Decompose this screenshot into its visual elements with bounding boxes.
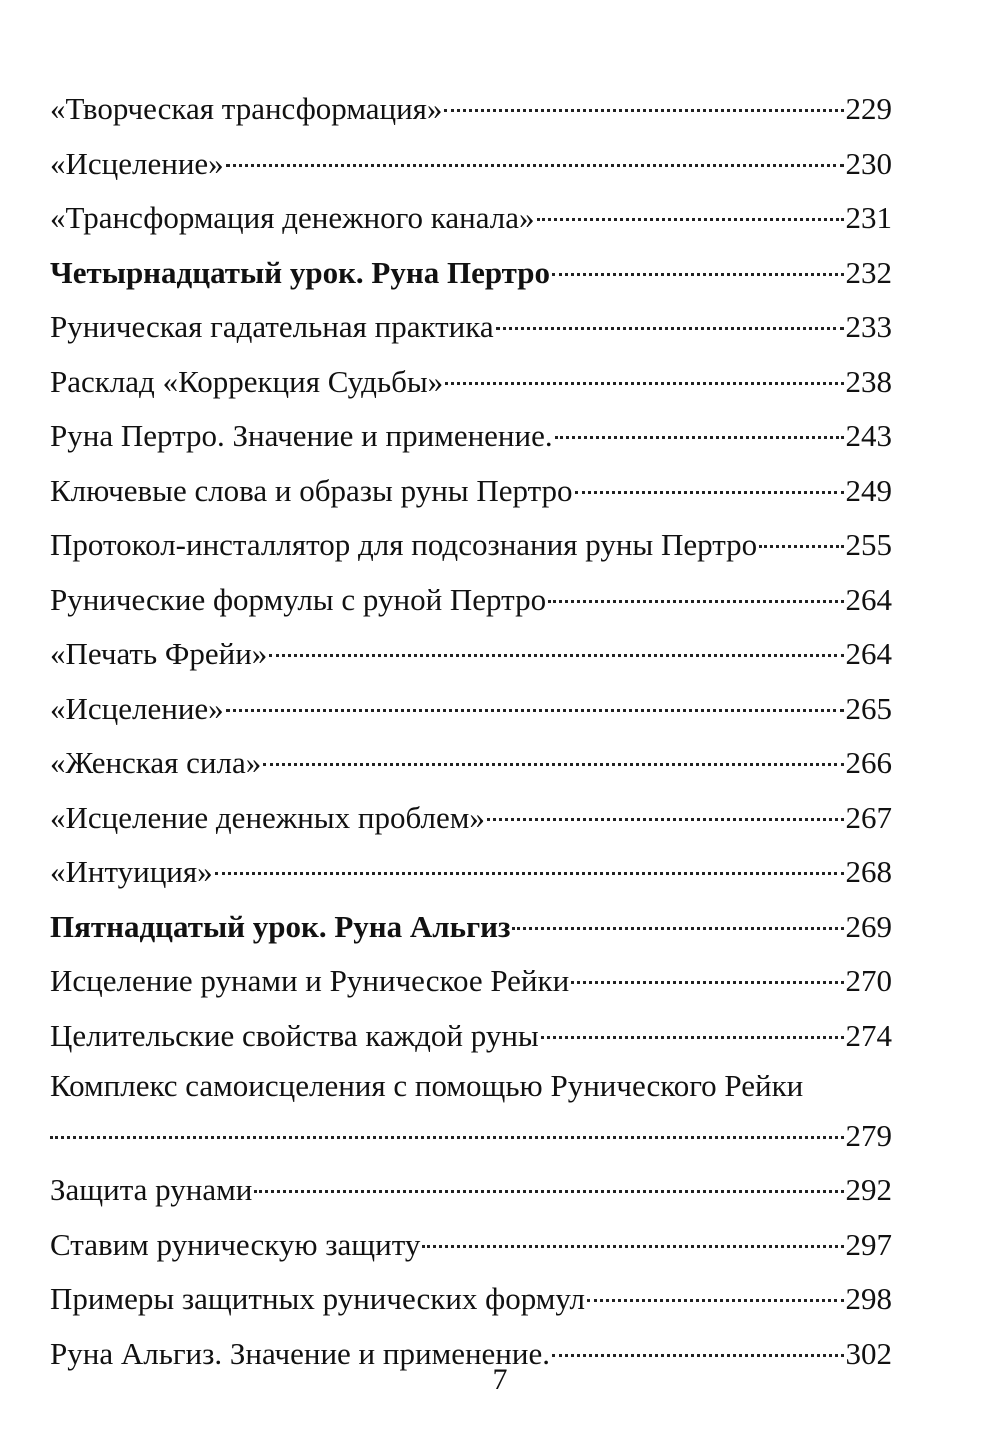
dot-leader (541, 1036, 844, 1039)
dot-leader (548, 600, 843, 603)
dot-leader (587, 1299, 843, 1302)
toc-entry-title: Ставим руническую защиту (50, 1226, 421, 1262)
toc-entry-title: «Трансформация денежного канала» (50, 200, 535, 235)
toc-entry (50, 137, 892, 192)
toc-entry-title: «Творческая трансформация» (50, 91, 443, 126)
toc-entry (50, 355, 892, 410)
toc-entry-title: Руна Пертро. Значение и применение. (50, 418, 553, 453)
toc-entry-page: 269 (845, 908, 892, 944)
toc-entry (50, 1163, 892, 1218)
toc-entry-title: «Женская сила» (50, 745, 262, 780)
toc-entry-wrapped-title (50, 1063, 892, 1109)
dot-leader (215, 872, 844, 875)
toc-section-after (50, 1163, 892, 1381)
dot-leader (575, 491, 844, 494)
toc-entry (50, 464, 892, 519)
dot-leader (552, 273, 843, 276)
toc-entry-page: 229 (845, 91, 892, 126)
toc-entry-page: 243 (845, 418, 892, 453)
dot-leader (487, 818, 844, 821)
toc-section-before (50, 82, 892, 1063)
toc-entry-title: Примеры защитных рунических формул (50, 1281, 586, 1316)
toc-entry-page: 255 (845, 527, 892, 562)
toc-entry-page: 230 (845, 145, 892, 181)
toc-entry-title: Четырнадцатый урок. Руна Пертро (50, 254, 551, 290)
toc-entry (50, 736, 892, 791)
dot-leader (496, 327, 844, 330)
toc-entry (50, 627, 892, 682)
dot-leader (537, 218, 844, 221)
toc-entry-title: Целительские свойства каждой руны (50, 1017, 539, 1053)
toc-entry-title: «Исцеление» (50, 145, 224, 181)
toc-entry-page: 268 (845, 854, 892, 889)
toc-entry (50, 82, 892, 137)
toc-chapter-heading (50, 246, 892, 301)
toc-entry-page: 274 (845, 1017, 892, 1053)
dot-leader (269, 654, 843, 657)
toc-entry-title: Защита рунами (50, 1172, 253, 1207)
toc-entry (50, 1009, 892, 1064)
toc-entry (50, 791, 892, 846)
toc-entry-title: Рунические формулы с руной Пертро (50, 581, 547, 617)
dot-leader (422, 1245, 843, 1248)
toc-entry-title: «Исцеление денежных проблем» (50, 799, 485, 835)
toc-entry-title: Пятнадцатый урок. Руна Альгиз (50, 908, 511, 944)
toc-entry-page: 264 (845, 581, 892, 617)
toc-entry-page: 232 (845, 254, 892, 290)
toc-entry-page: 302 (845, 1335, 892, 1371)
toc-entry-page: 266 (845, 745, 892, 780)
dot-leader (555, 436, 844, 439)
toc-entry (50, 845, 892, 900)
dot-leader (263, 763, 843, 766)
toc-entry-title: «Исцеление» (50, 690, 224, 726)
dot-leader (444, 109, 843, 112)
toc-entry (50, 573, 892, 628)
table-of-contents (50, 82, 892, 1381)
toc-entry-page: 270 (845, 963, 892, 998)
dot-leader (445, 382, 843, 385)
toc-entry-title: Исцеление рунами и Руническое Рейки (50, 963, 570, 998)
toc-chapter-heading (50, 900, 892, 955)
toc-entry (50, 682, 892, 737)
toc-entry-title: Руническая гадательная практика (50, 309, 494, 344)
toc-entry-page: 297 (845, 1226, 892, 1262)
toc-entry-title: «Печать Фрейи» (50, 636, 268, 671)
toc-entry-page: 264 (845, 636, 892, 671)
toc-entry-page: 233 (845, 309, 892, 344)
toc-entry (50, 191, 892, 246)
toc-entry-title: Комплекс самоисцеления с помощью Рунического Рейки (50, 1068, 804, 1103)
toc-entry-page: 292 (845, 1172, 892, 1207)
toc-entry (50, 954, 892, 1009)
toc-entry-title: Расклад «Коррекция Судьбы» (50, 363, 444, 399)
dot-leader (552, 1354, 844, 1357)
dot-leader (759, 545, 843, 548)
dot-leader (512, 927, 843, 930)
dot-leader (571, 981, 843, 984)
toc-entry (50, 300, 892, 355)
dot-leader (226, 709, 844, 712)
page-number: 7 (492, 1363, 508, 1396)
toc-entry-title: Руна Альгиз. Значение и применение. (50, 1335, 550, 1371)
toc-entry (50, 1218, 892, 1273)
toc-entry-page: 238 (845, 363, 892, 399)
dot-leader (226, 164, 844, 167)
toc-entry-wrapped-leader (50, 1109, 892, 1163)
toc-entry-page: 231 (845, 200, 892, 235)
toc-entry-title: Протокол-инсталлятор для подсознания руны Пертро (50, 527, 758, 562)
toc-entry (50, 1272, 892, 1327)
dot-leader (254, 1190, 843, 1193)
toc-entry-title: Ключевые слова и образы руны Пертро (50, 472, 573, 508)
toc-entry-page: 249 (845, 472, 892, 508)
toc-entry-page: 265 (845, 690, 892, 726)
toc-entry (50, 518, 892, 573)
toc-entry-page: 298 (845, 1281, 892, 1316)
dot-leader (50, 1136, 844, 1139)
toc-entry-page: 267 (845, 799, 892, 835)
toc-entry-page: 279 (845, 1118, 892, 1153)
toc-entry-title: «Интуиция» (50, 854, 213, 889)
toc-entry (50, 409, 892, 464)
